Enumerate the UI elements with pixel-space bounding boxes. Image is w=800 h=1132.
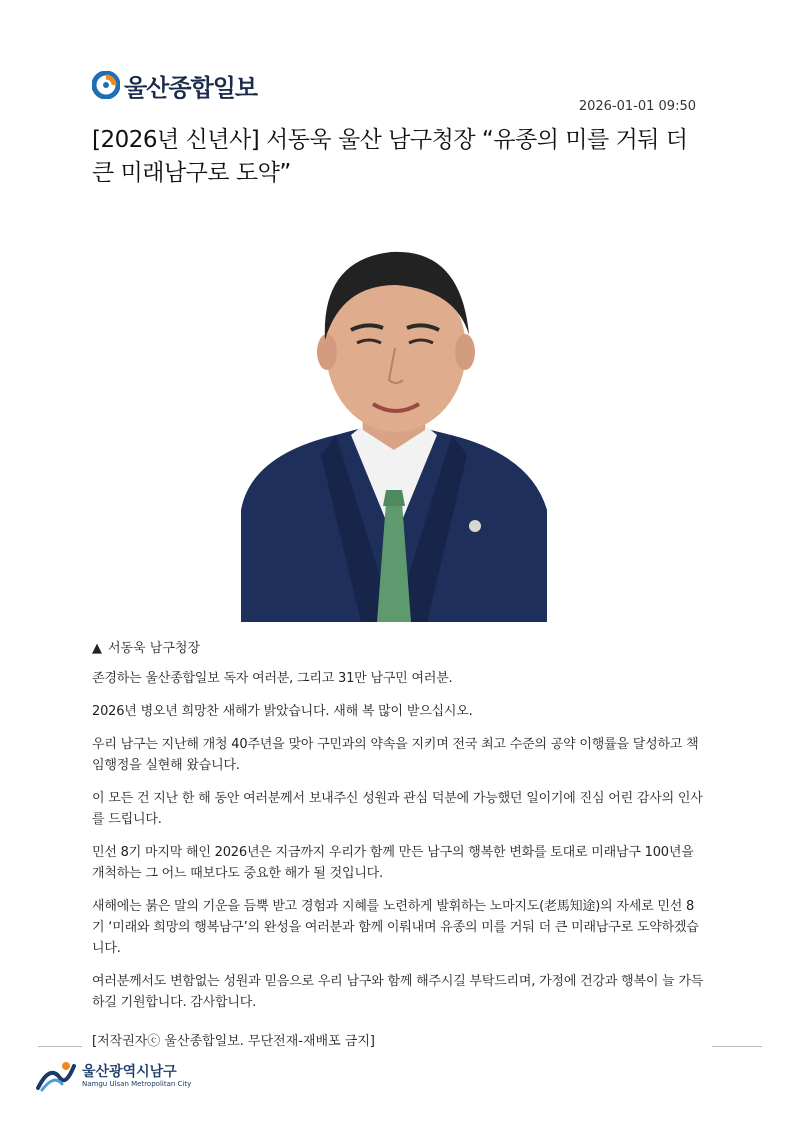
namgu-emblem-icon: [36, 1060, 76, 1092]
newspaper-logo-icon: [92, 71, 120, 99]
newspaper-logo[interactable]: [92, 70, 257, 100]
footer-divider-right: [712, 1046, 762, 1047]
caption-text: 서동욱 남구청장: [108, 641, 201, 656]
org-name-en: Namgu Ulsan Metropolitan City: [82, 1079, 192, 1088]
footer-divider-left: [38, 1046, 82, 1047]
article-title: [2026년 신년사] 서동욱 울산 남구청장 “유종의 미를 거둬 더 큰 미래남구로 도약”: [92, 127, 688, 186]
paragraph: 2026년 병오년 희망찬 새해가 밝았습니다. 새해 복 많이 받으십시오.: [92, 704, 473, 719]
namgu-logo[interactable]: [36, 1060, 191, 1092]
paragraph: 여러분께서도 변함없는 성원과 믿음으로 우리 남구와 함께 해주시길 부탁드리며, 가정에 건강과 행복이 늘 가득하길 기원합니다. 감사합니다.: [92, 974, 704, 1010]
paragraph: 민선 8기 마지막 해인 2026년은 지금까지 우리가 함께 만든 남구의 행복한 변화를 토대로 미래남구 100년을 개척하는 그 어느 때보다도 중요한 해가 될 것입니다.: [92, 845, 694, 881]
article-body: [92, 668, 704, 1025]
paragraph: 이 모든 건 지난 한 해 동안 여러분께서 보내주신 성원과 관심 덕분에 가능했던 일이기에 진심 어린 감사의 인사를 드립니다.: [92, 791, 703, 827]
copyright-notice: [저작권자ⓒ 울산종합일보. 무단전재-재배포 금지]: [92, 1034, 375, 1049]
paragraph: 존경하는 울산종합일보 독자 여러분, 그리고 31만 남구민 여러분.: [92, 671, 453, 686]
paragraph: 우리 남구는 지난해 개청 40주년을 맞아 구민과의 약속을 지키며 전국 최고 수준의 공약 이행률을 달성하고 책임행정을 실현해 왔습니다.: [92, 737, 699, 773]
photo-caption: [92, 637, 200, 656]
org-name: 울산광역시남구: [82, 1063, 177, 1080]
publish-datetime: 2026-01-01 09:50: [578, 99, 696, 114]
portrait-photo: [241, 240, 547, 622]
newspaper-name: 울산종합일보: [124, 73, 258, 102]
paragraph: 새해에는 붉은 말의 기운을 듬뿍 받고 경험과 지혜를 노련하게 발휘하는 노마지도(老馬知途)의 자세로 민선 8기 ‘미래와 희망의 행복남구’의 완성을 여러분과 함께 이뤄내며 유종의 미를 거둬 더 큰 미래남구로 도약하겠습니다.: [92, 899, 699, 956]
caption-marker: ▲: [92, 641, 102, 656]
